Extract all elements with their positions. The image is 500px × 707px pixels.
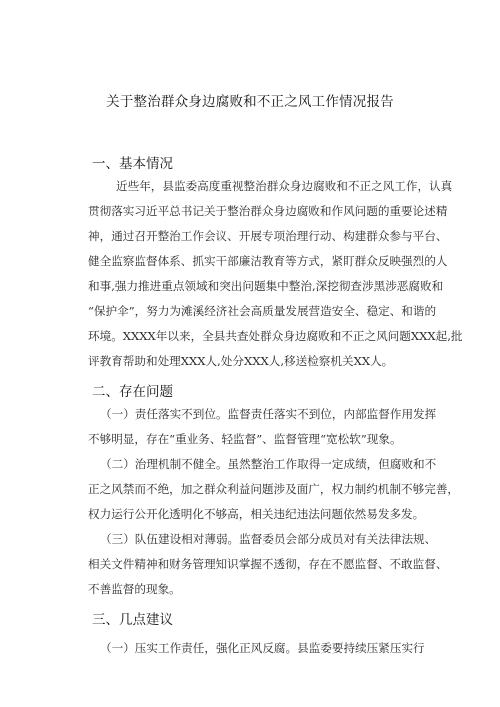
paragraph-line: 神，通过召开整治工作会议、开展专项治理行动、构建群众参与平台、 <box>88 229 448 243</box>
document-title: 关于整治群众身边腐败和不正之风工作情况报告 <box>106 94 394 110</box>
paragraph-line: 权力运行公开化透明化不够高，相关违纪违法问题依然易发多发。 <box>88 507 425 521</box>
paragraph-line: 近些年，县监委高度重视整治群众身边腐败和不正之风工作，认真 <box>116 179 453 193</box>
paragraph-line: “保护伞”，努力为滩溪经济社会高质量发展营造安全、稳定、和谐的 <box>88 304 437 318</box>
paragraph-line: 贯彻落实习近平总书记关于整治群众身边腐败和作风问题的重要论述精 <box>88 204 448 218</box>
section-heading-basic: 一、基本情况 <box>92 156 173 172</box>
paragraph-line: 健全监察监督体系、抓实干部廉洁教育等方式，紧盯群众反映强烈的人 <box>88 254 448 268</box>
section-heading-problems: 二、存在问题 <box>92 384 173 400</box>
section-heading-suggestions: 三、几点建议 <box>92 612 173 628</box>
paragraph-line: 相关文件精神和财务管理知识掌握不透彻，存在不愿监督、不敢监督、 <box>88 557 448 571</box>
paragraph-line: （二）治理机制不健全。虽然整治工作取得一定成绩，但腐败和不 <box>100 457 437 471</box>
paragraph-line: 正之风禁而不绝，加之群众利益问题涉及面广，权力制约机制不够完善， <box>88 482 460 496</box>
paragraph-line: 环境。XXXX年以来，全县共查处群众身边腐败和不正之风问题XXX起,批 <box>88 329 463 343</box>
paragraph-line: 不善监督的现象。 <box>88 582 181 596</box>
paragraph-line: 不够明显，存在“重业务、轻监督”、监督管理“宽松软”现象。 <box>88 432 402 446</box>
paragraph-line: （一）责任落实不到位。监督责任落实不到位，内部监督作用发挥 <box>100 407 437 421</box>
paragraph-line: 评教育帮助和处理XXX人,处分XXX人,移送检察机关XX人。 <box>88 354 394 368</box>
paragraph-line: 和事,强力推进重点领域和突出问题集中整治,深挖彻查涉黑涉恶腐败和 <box>88 279 444 293</box>
paragraph-line: （一）压实工作责任，强化正风反腐。县监委要持续压紧压实行 <box>100 641 425 655</box>
paragraph-line: （三）队伍建设相对薄弱。监督委员会部分成员对有关法律法规、 <box>100 532 437 546</box>
